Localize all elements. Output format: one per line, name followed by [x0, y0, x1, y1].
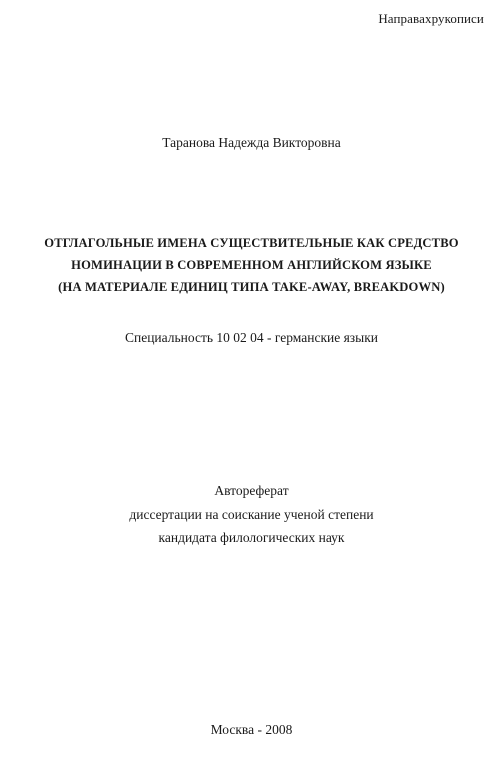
specialty-line: Специальность 10 02 04 - германские языки — [124, 330, 378, 345]
title-line-3: (НА МАТЕРИАЛЕ ЕДИНИЦ ТИПА TAKE-AWAY, BREAKDOWN) — [58, 280, 445, 294]
author-name: Таранова Надежда Викторовна — [162, 135, 341, 150]
title-line-1: ОТГЛАГОЛЬНЫЕ ИМЕНА СУЩЕСТВИТЕЛЬНЫЕ КАК СРЕДСТВО — [44, 236, 459, 250]
abstract-line-3: кандидата филологических наук — [158, 530, 345, 545]
dissertation-title — [0, 232, 503, 298]
abstract-line-2: диссертации на соискание ученой степени — [129, 506, 374, 522]
place-year: Москва - 2008 — [210, 722, 293, 737]
title-line-2: НОМИНАЦИИ В СОВРЕМЕННОМ АНГЛИЙСКОМ ЯЗЫКЕ — [71, 258, 432, 272]
abstract-description — [0, 479, 503, 550]
abstract-line-1: Автореферат — [214, 483, 289, 498]
manuscript-note: Направахрукописи — [378, 11, 484, 26]
